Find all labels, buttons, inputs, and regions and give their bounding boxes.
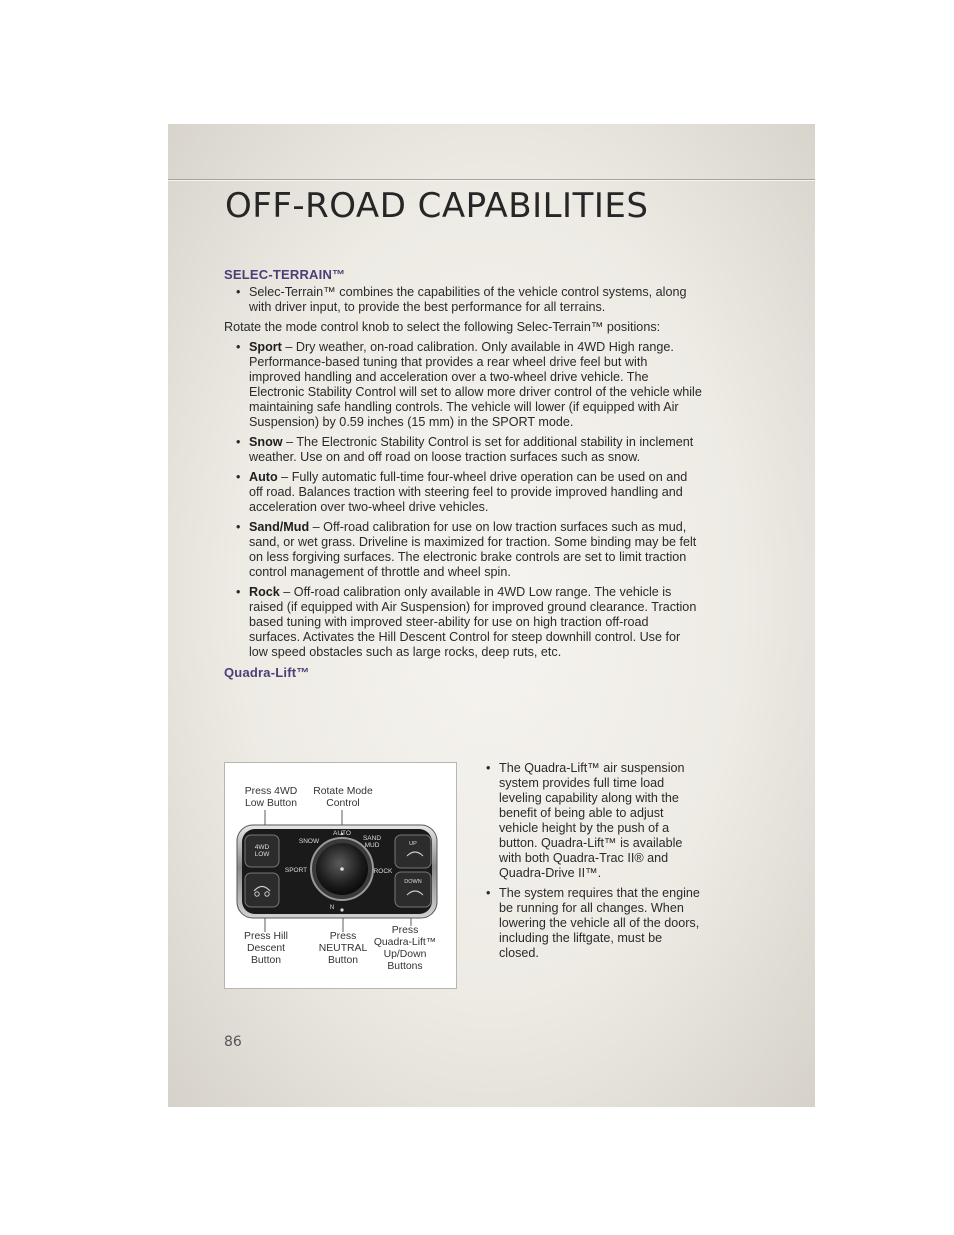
quadra-lift-list [474, 761, 704, 961]
caption-quadra-lift: Press Quadra-Lift™ Up/Down Buttons [373, 925, 437, 972]
label-rock: ROCK [373, 868, 393, 875]
label-down: DOWN [404, 879, 422, 885]
mode-sport [224, 340, 702, 430]
mode-text: – Fully automatic full-time four-wheel drive operation can be used on and off road. Balances traction with steering feel to provide improved handling and acceleration over two-wheel drive vehicles. [249, 470, 688, 514]
mode-text: – Off-road calibration only available in 4WD Low range. The vehicle is raised (if equipped with Air Suspension) for improved ground clearance. Traction based tuning with improved steer-ability for use on high traction off-road surfaces. Activates the Hill Descent Control for steep downhill control. Use for low speed obstacles such as large rocks, deep ruts, etc. [249, 585, 697, 659]
label-sand-mud: SAND MUD [362, 835, 382, 849]
quadra-lift-heading: Quadra-Lift™ [224, 665, 310, 680]
mode-name: Snow [249, 435, 283, 449]
mode-rock [224, 585, 702, 660]
rotate-paragraph: Rotate the mode control knob to select the following Selec-Terrain™ positions: [224, 320, 661, 334]
label-snow: SNOW [298, 838, 320, 845]
quadra-lift-text [474, 761, 704, 966]
list-item: • The system requires that the engine be running for all changes. When lowering the vehicle all of the doors, including the liftgate, must be closed. [474, 886, 704, 961]
page-panel [168, 124, 815, 1107]
label-sport: SPORT [284, 867, 308, 874]
mode-name: Rock [249, 585, 280, 599]
mode-sand-mud [224, 520, 702, 580]
caption-rotate: Rotate Mode Control [313, 786, 373, 809]
label-4wd-low: 4WD LOW [254, 844, 270, 858]
caption-neutral: Press NEUTRAL Button [318, 931, 368, 966]
mode-text: – Dry weather, on-road calibration. Only available in 4WD High range. Performance-based tuning that provides a rear wheel drive feel but with improved handling and acceleration over a two-wheel drive vehicle. The Electronic Stability Control will set to allow more driver control of the vehicle while maintaining safe handling controls. The vehicle will lower (if equipped with Air Suspension) by 0.59 inches (15 mm) in the SPORT mode. [249, 340, 702, 429]
mode-auto [224, 470, 702, 515]
mode-name: Auto [249, 470, 278, 484]
caption-hill-descent: Press Hill Descent Button [244, 931, 288, 966]
selec-terrain-heading: SELEC-TERRAIN™ [224, 267, 346, 282]
control-panel-figure [224, 762, 457, 989]
page-title: OFF-ROAD CAPABILITIES [225, 186, 649, 226]
label-neutral-mark: N [329, 905, 335, 911]
mode-snow [224, 435, 702, 465]
mode-text: – The Electronic Stability Control is set for additional stability in inclement weather. Use on and off road on loose traction surfaces such as snow. [249, 435, 694, 464]
terrain-modes-list [224, 340, 702, 660]
label-auto: AUTO [333, 830, 351, 837]
label-up: UP [409, 841, 417, 847]
mode-name: Sand/Mud [249, 520, 310, 534]
main-content [224, 267, 702, 683]
list-item: • Selec-Terrain™ combines the capabilities of the vehicle control systems, along with driver input, to provide the best performance for all terrains. [224, 285, 702, 315]
header-rule [168, 179, 815, 181]
mode-name: Sport [249, 340, 282, 354]
selec-intro-list [224, 285, 702, 315]
mode-text: – Off-road calibration for use on low traction surfaces such as mud, sand, or wet grass. Driveline is maximized for traction. Some binding may be felt on less forgiving surfaces. The electronic brake controls are set to limit traction control management of throttle and wheel spin. [249, 520, 697, 579]
list-item: • The Quadra-Lift™ air suspension system provides full time load leveling capability along with the benefit of being able to adjust vehicle height by the push of a button. Quadra-Lift™ is available with both Quadra-Trac II® and Quadra-Drive II™. [474, 761, 704, 881]
caption-4wd: Press 4WD Low Button [244, 786, 298, 809]
page-number: 86 [224, 1034, 242, 1050]
